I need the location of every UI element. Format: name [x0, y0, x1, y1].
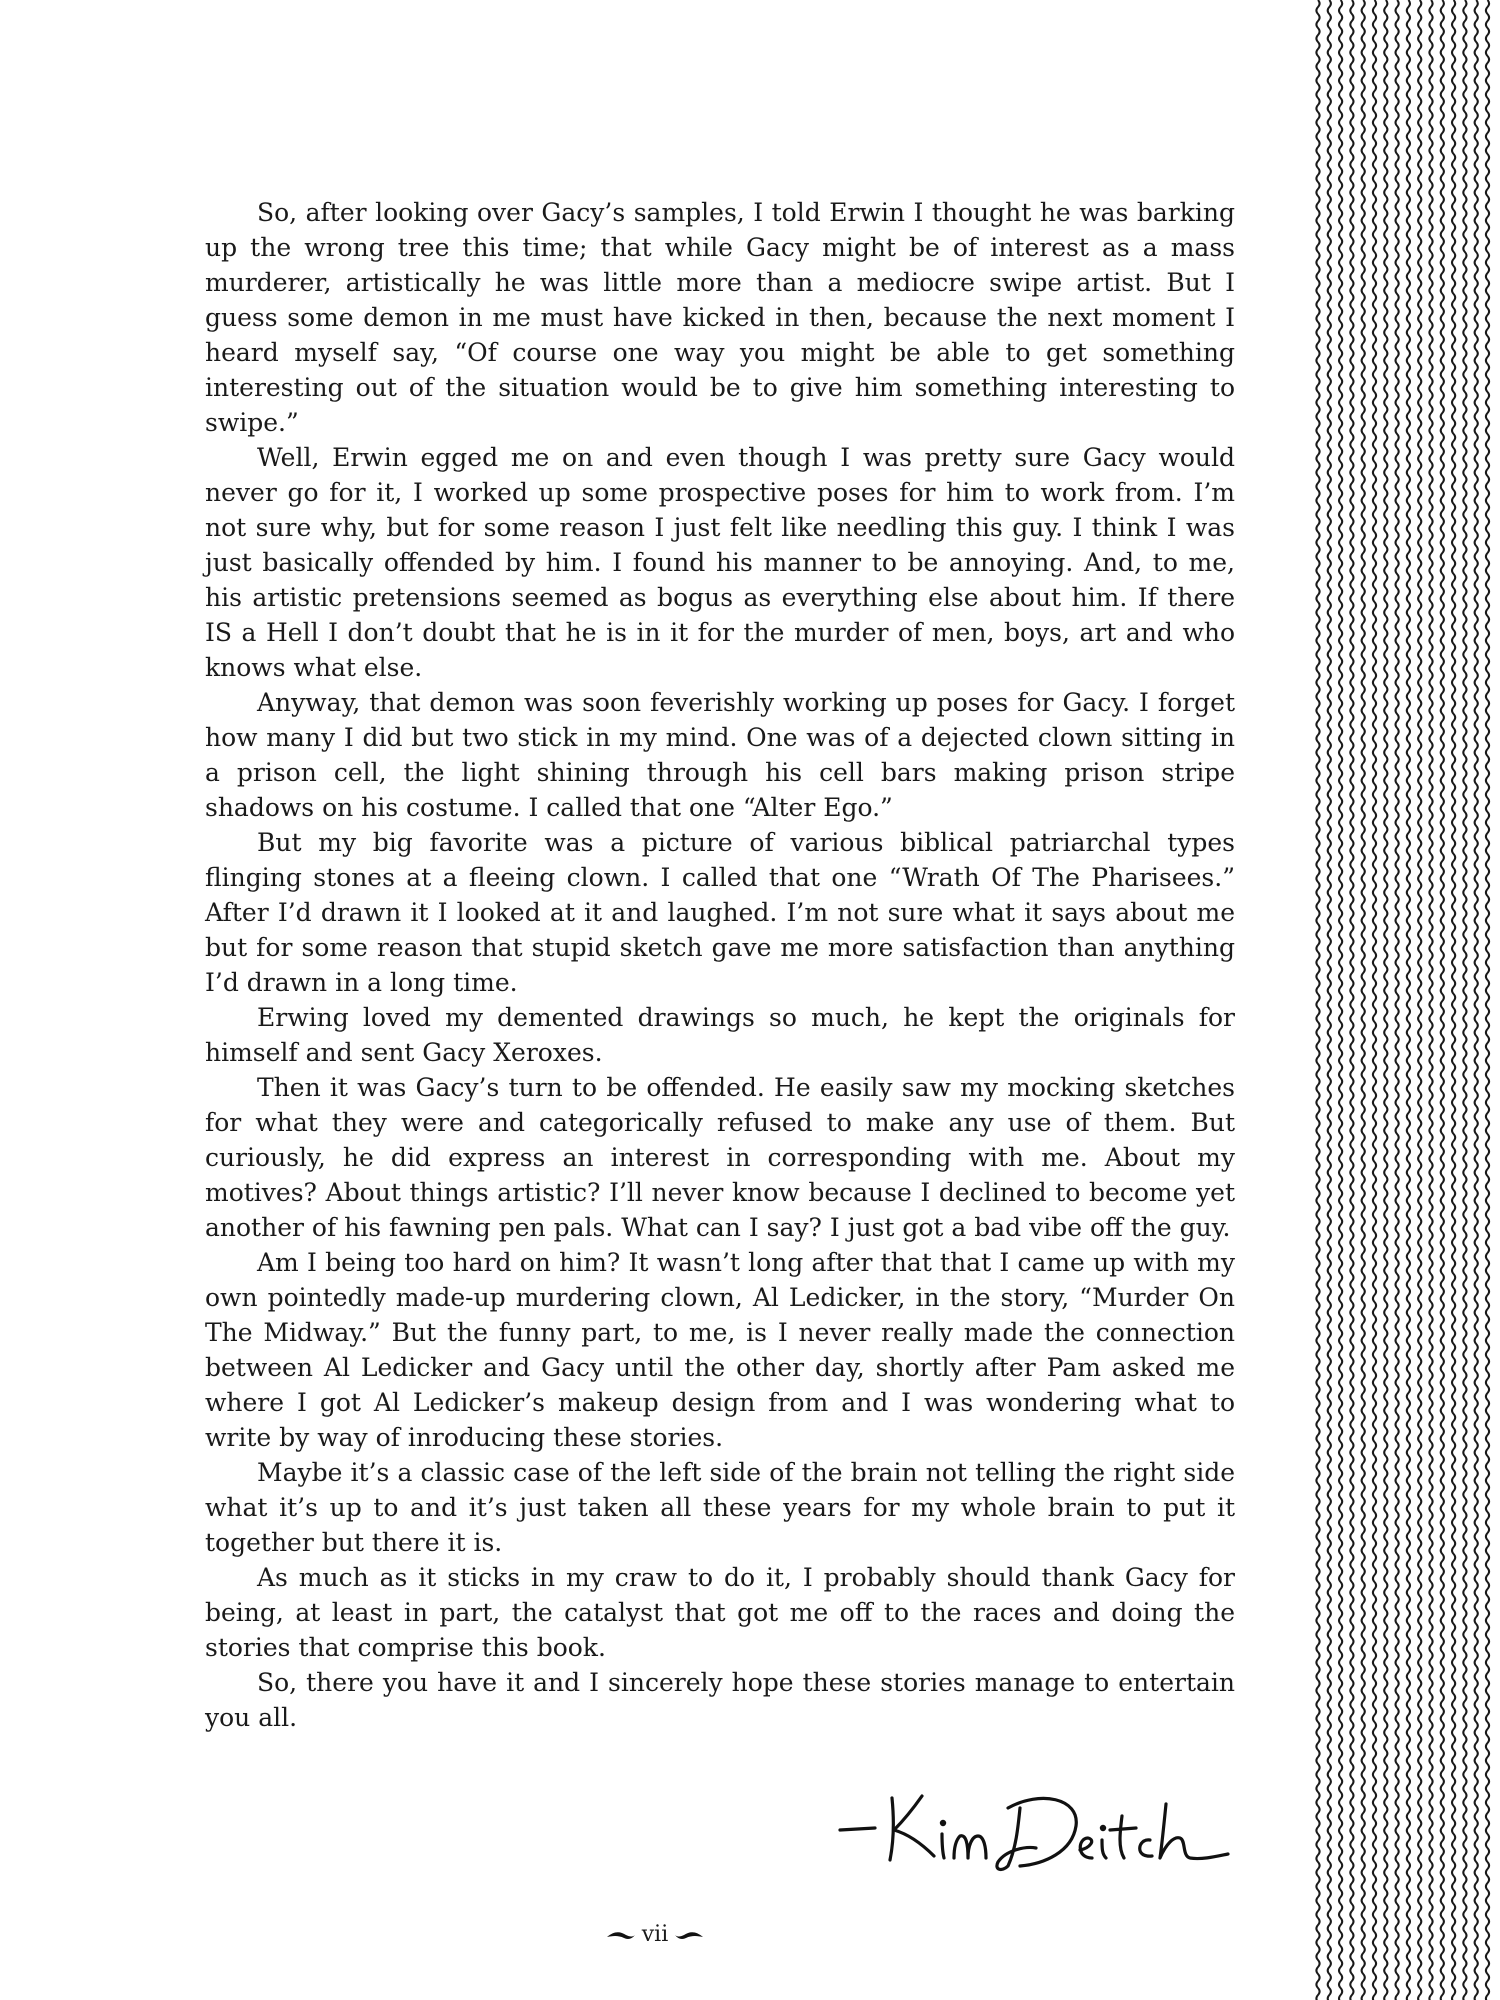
paragraph: Erwing loved my demented drawings so much, he kept the originals for himself and sent Gacy Xeroxes. [205, 1003, 1235, 1067]
wavy-line [1452, 0, 1455, 2000]
body-text [205, 195, 1235, 1735]
paragraph: So, after looking over Gacy’s samples, I told Erwin I thought he was barking up the wrong tree this time; that while Gacy might be of interest as a mass murderer, artistically he was little more than a mediocre swipe artist. But I guess some demon in me must have kicked in then, because the next moment I heard myself say, “Of course one way you might be able to get something interesting out of the situation would be to give him something interesting to swipe.” [205, 198, 1235, 437]
paragraph: Anyway, that demon was soon feverishly working up poses for Gacy. I forget how many I did but two stick in my mind. One was of a dejected clown sitting in a prison cell, the light shining through his cell bars making prison stripe shadows on his costume. I called that one “Alter Ego.” [205, 688, 1235, 822]
wavy-line [1339, 0, 1342, 2000]
wavy-line [1384, 0, 1387, 2000]
wavy-border-decoration [1310, 0, 1500, 2000]
wavy-line [1362, 0, 1365, 2000]
wavy-line [1407, 0, 1410, 2000]
paragraph: Maybe it’s a classic case of the left side of the brain not telling the right side what it’s up to and it’s just taken all these years for my whole brain to put it together but there it is. [205, 1458, 1235, 1557]
page-number: vii [641, 1922, 669, 1947]
wavy-line [1396, 0, 1399, 2000]
paragraph: But my big favorite was a picture of various biblical patriarchal types flinging stones at a fleeing clown. I called that one “Wrath Of The Pharisees.” After I’d drawn it I looked at it and laughed. I’m not sure what it says about me but for some reason that stupid sketch gave me more satisfaction than anything I’d drawn in a long time. [205, 828, 1235, 997]
page-folio [0, 1920, 1310, 1952]
paragraph: As much as it sticks in my craw to do it, I probably should thank Gacy for being, at least in part, the catalyst that got me off to the races and doing the stories that comprise this book. [205, 1563, 1235, 1662]
paragraph: Well, Erwin egged me on and even though I was pretty sure Gacy would never go for it, I worked up some prospective poses for him to work from. I’m not sure why, but for some reason I just felt like needling this guy. I think I was just basically offended by him. I found his manner to be annoying. And, to me, his artistic pretensions seemed as bogus as everything else about him. If there IS a Hell I don’t doubt that he is in it for the murder of men, boys, art and who knows what else. [205, 443, 1235, 682]
left-flourish-icon [606, 1927, 636, 1943]
right-flourish-icon [674, 1927, 704, 1943]
handwritten-signature [830, 1768, 1230, 1878]
wavy-line [1429, 0, 1432, 2000]
wavy-line [1328, 0, 1331, 2000]
wavy-line [1475, 0, 1478, 2000]
wavy-line [1316, 0, 1319, 2000]
paragraph: Then it was Gacy’s turn to be offended. He easily saw my mocking sketches for what they were and categorically refused to make any use of them. But curiously, he did express an interest in corresponding with me. About my motives? About things artistic? I’ll never know because I declined to become yet another of his fawning pen pals. What can I say? I just got a bad vibe off the guy. [205, 1073, 1235, 1242]
wavy-line [1350, 0, 1353, 2000]
wavy-line [1418, 0, 1421, 2000]
wavy-line [1441, 0, 1444, 2000]
paragraph: So, there you have it and I sincerely hope these stories manage to entertain you all. [205, 1668, 1235, 1732]
paragraph: Am I being too hard on him? It wasn’t long after that that I came up with my own pointedly made-up murdering clown, Al Ledicker, in the story, “Murder On The Midway.” But the funny part, to me, is I never really made the connection between Al Ledicker and Gacy until the other day, shortly after Pam asked me where I got Al Ledicker’s makeup design from and I was wondering what to write by way of inroducing these stories. [205, 1248, 1235, 1452]
wavy-line [1486, 0, 1489, 2000]
wavy-line [1463, 0, 1466, 2000]
wavy-line [1373, 0, 1376, 2000]
